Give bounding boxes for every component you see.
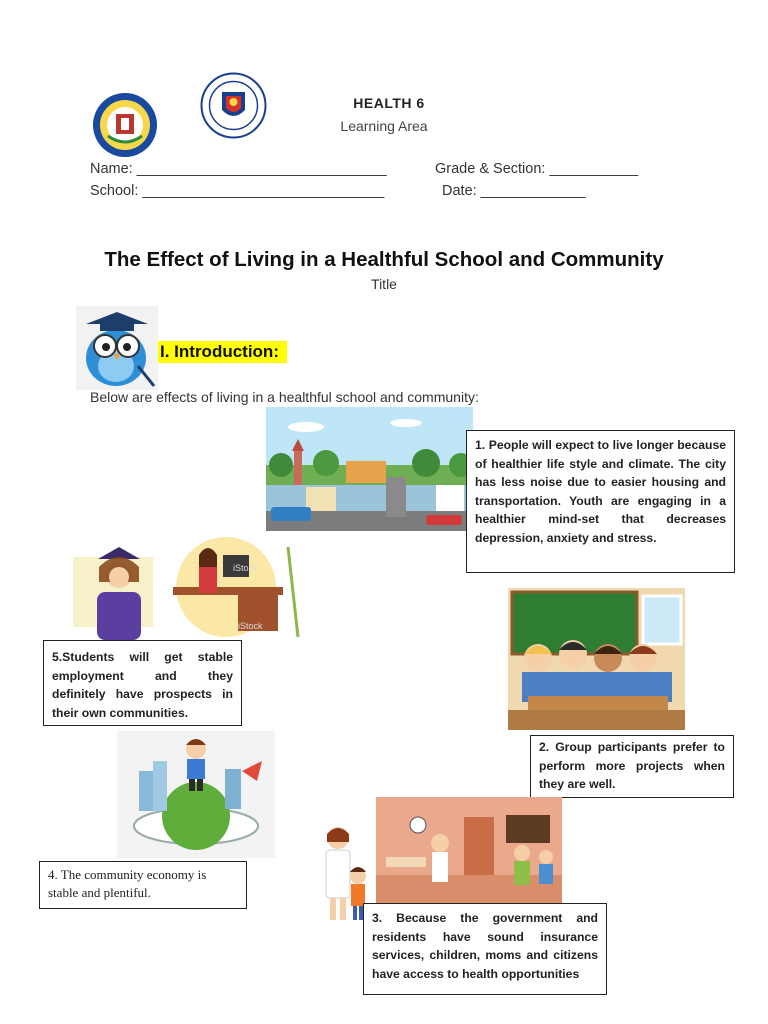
istock-watermark-2: iStock bbox=[238, 621, 263, 631]
classroom-illustration bbox=[508, 588, 685, 730]
introduction-lead: Below are effects of living in a healthful school and community: bbox=[90, 389, 479, 405]
page-title: The Effect of Living in a Healthful School and Community bbox=[104, 248, 664, 271]
effect-text-2: 2. Group participants prefer to perform more projects when they are well. bbox=[539, 740, 725, 792]
effect-box-2 bbox=[530, 735, 734, 798]
subject-caption: Learning Area bbox=[340, 118, 428, 134]
grade-section-field[interactable]: Grade & Section: ___________ bbox=[435, 161, 639, 177]
effect-box-4 bbox=[39, 861, 247, 909]
subject-title: HEALTH 6 bbox=[353, 95, 425, 111]
effect-text-1: 1. People will expect to live longer because of healthier life style and climate. The city has less noise due to easier housing and transportation. Youth are engaging in a healthier mind-set that decreases depression, anxiety and stress. bbox=[475, 438, 726, 545]
clinic-illustration bbox=[376, 797, 562, 905]
effect-box-5 bbox=[43, 640, 242, 726]
effect-text-4: 4. The community economy is stable and plentiful. bbox=[48, 867, 207, 900]
effect-text-5: 5.Students will get stable employment and they definitely have prospects in their own communities. bbox=[52, 650, 233, 720]
effect-text-3: 3. Because the government and residents have sound insurance services, children, moms and citizens have access to health opportunities bbox=[372, 911, 598, 981]
date-field[interactable]: Date: _____________ bbox=[442, 183, 586, 199]
introduction-heading: I. Introduction: bbox=[158, 341, 287, 363]
istock-watermark-1: iStock bbox=[233, 563, 258, 573]
effect-box-1 bbox=[466, 430, 735, 573]
city-illustration bbox=[266, 407, 473, 531]
graduate-office-illustration bbox=[73, 537, 308, 640]
title-caption: Title bbox=[371, 276, 397, 292]
effect-box-3 bbox=[363, 903, 607, 995]
owl-mascot-icon bbox=[76, 306, 158, 390]
name-field[interactable]: Name: _______________________________ bbox=[90, 161, 387, 177]
community-economy-illustration bbox=[117, 731, 275, 858]
school-field[interactable]: School: ______________________________ bbox=[90, 183, 385, 199]
